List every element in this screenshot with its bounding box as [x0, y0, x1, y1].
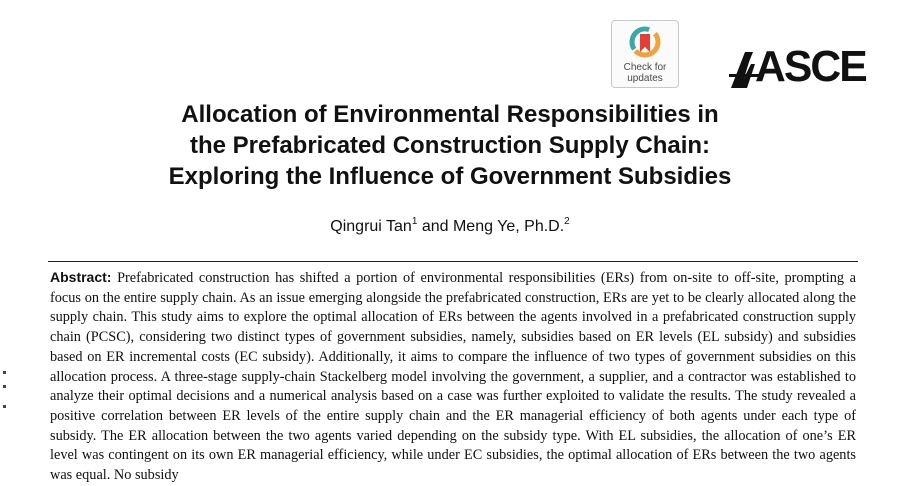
author-2-affiliation: 2 [564, 216, 570, 227]
margin-mark [3, 385, 6, 388]
abstract-divider [48, 261, 858, 262]
author-list [0, 216, 900, 236]
abstract [50, 268, 856, 486]
abstract-text: Prefabricated construction has shifted a portion of environmental responsibilities (ERs) from on-site to off-site, prompting a focus on the entire supply chain. As an issue emerging alongside the prefabricated construction, ERs are yet to be clearly allocated along the supply chain. This study aims to explore the optimal allocation of ERs between the agents involved in a prefabricated construction supply chain (PCSC), considering two distinct types of government subsidies, namely, subsidies based on ER levels (EL subsidy) and subsidies based on ER incremental costs (EC subsidy). Additionally, it aims to compare the influence of two types of government subsidies on this allocation process. A three-stage supply-chain Stackelberg model involving the government, a supplier, and a contractor was established to analyze their optimal decisions and a numerical analysis based on a case was further exploited to validate the results. The study revealed a positive correlation between ER levels of the entire supply chain and the ER managerial efficiency of both agents under each type of subsidy. The ER allocation between the two agents varied depending on the subsidy type. With EL subsidies, the allocation of one’s ER level was contingent on its own ER managerial efficiency, while under EC subsidies, the optimal allocation of ERs between the two agents was equal. No subsidy [50, 270, 857, 484]
asce-logo-text: ASCE [755, 42, 866, 91]
asce-logo [729, 42, 866, 91]
check-for-updates-badge[interactable] [611, 20, 679, 88]
check-for-updates-icon [627, 26, 663, 60]
badge-label-line1: Check for [623, 62, 667, 73]
author-1: Qingrui Tan [330, 218, 412, 235]
title-line-1: Allocation of Environmental Responsibilities in [181, 101, 719, 128]
abstract-label: Abstract: [50, 269, 112, 285]
title-line-3: Exploring the Influence of Government Subsidies [168, 163, 732, 190]
margin-mark [3, 405, 6, 408]
article-title [0, 99, 900, 192]
margin-mark [3, 371, 6, 374]
badge-label-line2: updates [627, 73, 663, 84]
author-separator: and [417, 218, 453, 235]
author-1-affiliation: 1 [411, 216, 418, 227]
title-line-2: the Prefabricated Construction Supply Chain: [189, 132, 711, 159]
author-2: Meng Ye, Ph.D. [452, 218, 565, 235]
